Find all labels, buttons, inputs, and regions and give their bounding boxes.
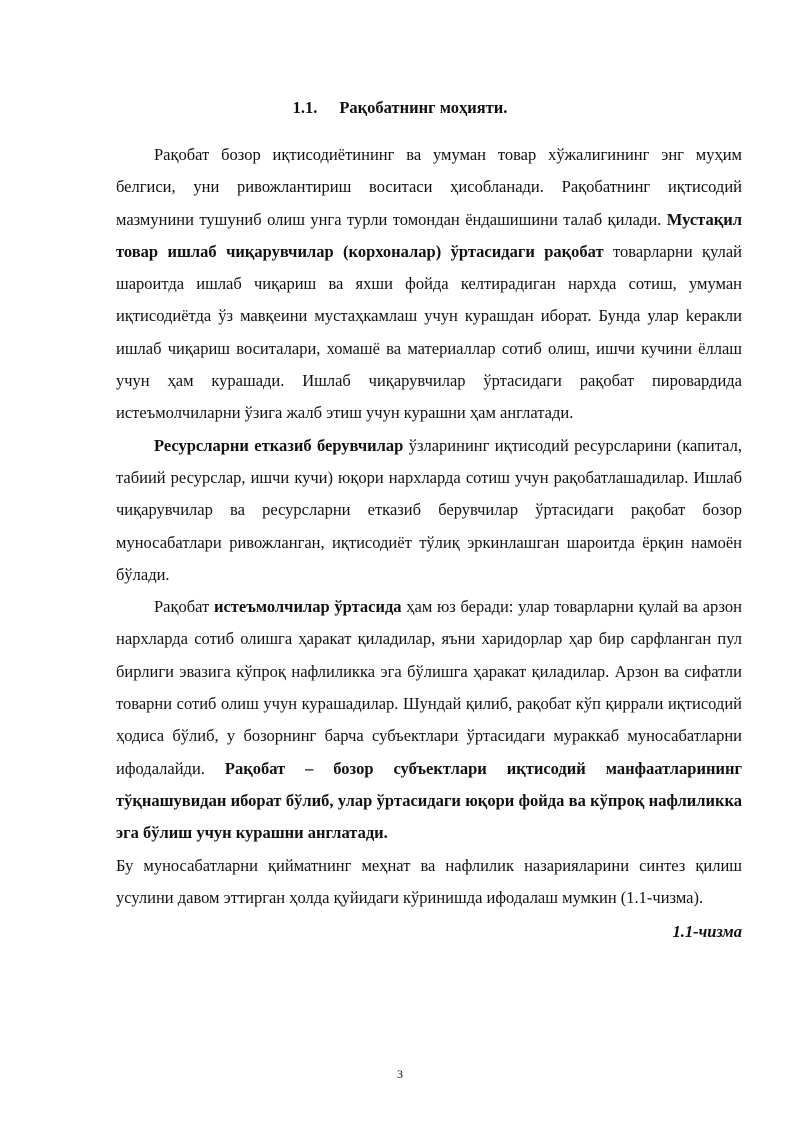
bold-term: истеъмолчилар ўртасида bbox=[213, 597, 402, 617]
paragraph-text: ўзларининг иқтисодий ресурсларини (капитал, табиий ресурслар, ишчи кучи) юқори нархларда сотиш учун рақобатлашадилар. Ишлаб чиқарувчилар ва ресурсларни етказиб берувчилар ўртасидаги рақобат бозор муносабатлари ривожланган, иқтисодиёт тўлиқ эркинлашган шароитда ёрқин намоён бўлади. bbox=[116, 435, 742, 584]
paragraph-text: Рақобат бозор иқтисодиётининг ва умуман товар хўжалигининг энг муҳим белгиси, уни ривожлантириш воситаси ҳисобланади. Рақобатнинг иқтисодий мазмунини тушуниб олиш унга турли томондан ёндашишини талаб қилади. bbox=[116, 145, 742, 229]
paragraph-4 bbox=[116, 850, 742, 915]
section-title: Рақобатнинг моҳияти. bbox=[339, 98, 508, 117]
paragraph-text: Бу муносабатларни қийматнинг меҳнат ва нафлилик назарияларини синтез қилиш усулини давом эттирган ҳолда қуйидаги кўринишда ифодалаш мумкин (1.1-чизма). bbox=[116, 855, 742, 907]
paragraph-1 bbox=[116, 139, 742, 430]
paragraph-3 bbox=[116, 591, 742, 849]
bold-definition: Рақобат – бозор субъектлари иқтисодий манфаатларининг тўқнашувидан иборат бўлиб, улар ўртасидаги юқори фойда ва кўпроқ нафлиликка эга бўлиш учун курашни англатади. bbox=[116, 758, 742, 843]
bold-term: Ресурсларни етказиб берувчилар bbox=[154, 435, 404, 455]
figure-caption: 1.1-чизма bbox=[672, 922, 742, 942]
paragraph-text: ҳам юз беради: улар товарларни қулай ва арзон нархларда сотиб олишга ҳаракат қиладилар, яъни харидорлар ҳар бир сарфланган пул бирлиги эвазига кўпроқ нафлиликка эга бўлишга ҳаракат қиладилар. Арзон ва сифатли товарни сотиб олиш учун курашадилар. Шундай қилиб, рақобат кўп қиррали иқтисодий ҳодиса бўлиб, у бозорнинг барча субъектлари ўртасидаги мураккаб муносабатларни ифодалайди. bbox=[116, 597, 742, 778]
section-heading bbox=[0, 98, 800, 118]
page-number: 3 bbox=[397, 1067, 403, 1081]
paragraph-text: товарларни қулай шароитда ишлаб чиқариш ва яхши фойда келтирадиган нархда сотиш, умуман иқтисодиётда ўз мавқеини мустаҳкамлаш учун курашдан иборат. Бунда улар keракли ишлаб чиқариш воситалари, хомашё ва материаллар сотиб олиш, ишчи кучини ёллаш учун ҳам курашади. Ишлаб чиқарувчилар ўртасидаги рақобат пировардида истеъмолчиларни ўзига жалб этиш учун курашни ҳам англатади. bbox=[116, 241, 742, 423]
paragraph-2 bbox=[116, 430, 742, 591]
section-number: 1.1. bbox=[292, 98, 318, 117]
bold-term: Мустақил товар ишлаб чиқарувчилар (корхоналар) ўртасидаги рақобат bbox=[116, 209, 742, 261]
document-body bbox=[116, 139, 742, 948]
paragraph-text: Рақобат bbox=[154, 597, 214, 617]
